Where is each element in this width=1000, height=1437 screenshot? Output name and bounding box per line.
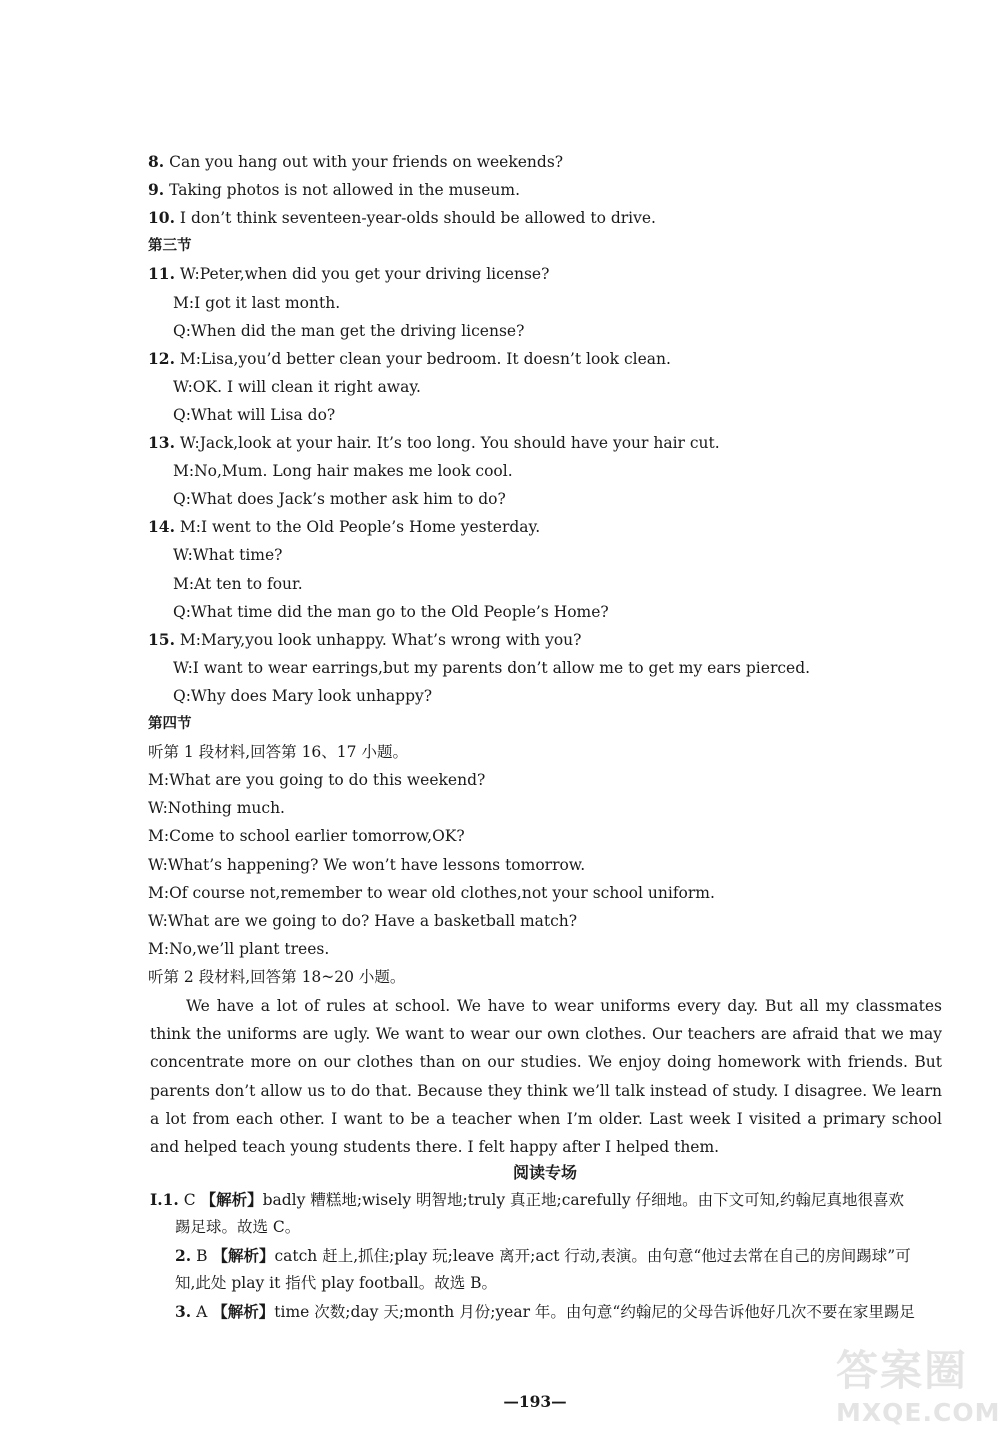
script-line: 听第 1 段材料,回答第 16、17 小题。 [148,743,408,762]
watermark-top-text: 答案圈 [836,1346,969,1395]
question-number: 10. [148,208,175,228]
script-line: Q:What will Lisa do? [173,405,336,424]
analysis-text-continued: 踢足球。故选 C。 [175,1218,301,1236]
script-line: M:Of course not,remember to wear old clothes,not your school uniform. [148,883,715,902]
script-line: 听第 2 段材料,回答第 18~20 小题。 [148,967,406,986]
watermark-logo [836,1338,1000,1430]
question-number: 11. [148,264,175,284]
question-text: Can you hang out with your friends on weekends? [169,153,564,171]
answer-number: Ⅰ.1. [150,1190,179,1209]
analysis-tag: 【解析】 [212,1247,275,1265]
answer-item [175,1298,942,1326]
question-line [148,349,671,369]
question-line [148,517,540,537]
analysis-text: catch 赶上,抓住;play 玩;leave 离开;act 行动,表演。由句意“他过去常在自己的房间踢球”可 [274,1247,911,1265]
analysis-tag: 【解析】 [212,1303,275,1321]
answer-number: 3. [175,1302,192,1321]
question-text: M:I went to the Old People’s Home yesterday. [179,518,541,537]
analysis-text-continued: 知,此处 play it 指代 play football。故选 B。 [175,1274,498,1292]
question-line [148,152,563,172]
question-line [148,180,520,200]
script-line: Q:Why does Mary look unhappy? [173,686,433,705]
script-line: Q:When did the man get the driving license? [173,321,525,340]
question-number: 15. [148,629,175,649]
question-line [148,433,720,453]
question-number: 12. [148,348,175,368]
question-number: 14. [148,517,175,537]
script-line: Q:What does Jack’s mother ask him to do? [173,490,506,509]
section-heading: 第三节 [148,238,192,255]
script-line: W:What are we going to do? Have a basketball match? [148,911,578,930]
answer-choice: C [183,1191,196,1209]
question-number: 13. [148,433,175,452]
section-heading: 第四节 [148,716,192,732]
answer-number: 2. [175,1246,192,1265]
script-line: M:I got it last month. [173,293,341,312]
answer-item [175,1242,942,1297]
question-line [148,264,549,284]
script-line: M:Come to school earlier tomorrow,OK? [148,827,465,846]
analysis-text: badly 糟糕地;wisely 明智地;truly 真正地;carefully 仔细地。由下文可知,约翰尼真地很喜欢 [262,1191,904,1209]
page-number: —193— [503,1392,567,1411]
question-text: W:Peter,when did you get your driving license? [179,265,550,284]
script-line: W:What time? [173,546,283,565]
answer-choice: A [196,1303,208,1321]
script-line: M:No,Mum. Long hair makes me look cool. [173,462,513,481]
script-line: M:At ten to four. [173,574,303,593]
question-text: I don’t think seventeen-year-olds should be allowed to drive. [179,209,656,228]
section-title: 阅读专场 [512,1163,577,1182]
question-text: Taking photos is not allowed in the museum. [169,181,521,200]
script-line: M:What are you going to do this weekend? [148,771,486,790]
script-line: Q:What time did the man go to the Old People’s Home? [173,602,609,621]
question-number: 8. [148,152,165,171]
script-line: W:What’s happening? We won’t have lessons tomorrow. [148,855,586,874]
listening-passage: We have a lot of rules at school. We have to wear uniforms every day. But all my classmates think the uniforms are ugly. We want to wear our own clothes. Our teachers are afraid that we may concentrate more on our clothes than on our studies. We enjoy doing homework with friends. But parents don’t allow us to do that. Because they think we’ll talk instead of study. I disagree. We learn a lot from each other. I want to be a teacher when I’m older. Last week I visited a primary school and helped teach young students there. I felt happy after I helped them. [150,997,942,1157]
answer-line [175,1298,942,1326]
script-line: W:I want to wear earrings,but my parents don’t allow me to get my ears pierced. [173,658,811,677]
answer-item [150,1186,942,1241]
answer-line [175,1242,942,1270]
question-text: W:Jack,look at your hair. It’s too long. You should have your hair cut. [179,434,720,452]
analysis-tag: 【解析】 [200,1191,263,1209]
watermark-bottom-text: MXQE.COM [836,1398,1000,1427]
answer-choice: B [196,1247,208,1265]
analysis-text: time 次数;day 天;month 月份;year 年。由句意“约翰尼的父母告诉他好几次不要在家里踢足 [274,1303,915,1321]
question-line [148,208,656,228]
script-line: W:Nothing much. [148,799,285,818]
question-line [148,630,581,650]
question-number: 9. [148,180,165,200]
script-line: W:OK. I will clean it right away. [173,377,421,396]
question-text: M:Lisa,you’d better clean your bedroom. It doesn’t look clean. [179,349,671,368]
answer-line [150,1186,942,1214]
script-line: M:No,we’ll plant trees. [148,939,330,958]
question-text: M:Mary,you look unhappy. What’s wrong with you? [179,630,582,649]
